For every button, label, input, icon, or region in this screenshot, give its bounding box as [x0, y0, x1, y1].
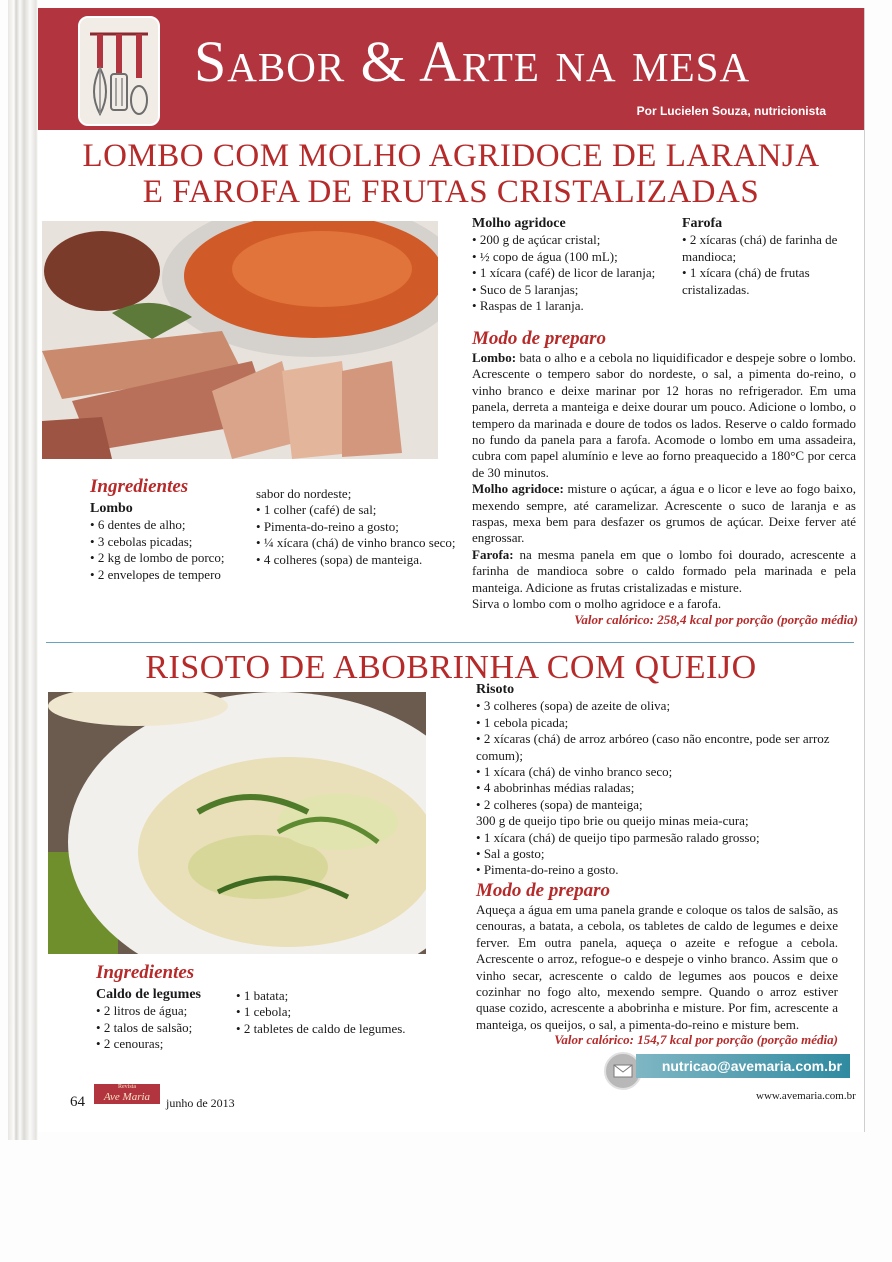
recipe2-ingredients-heading: Ingredientes	[96, 962, 195, 983]
method-farofa	[472, 547, 856, 596]
list-item: • 3 colheres (sopa) de azeite de oliva;	[476, 698, 846, 714]
recipe2-title: RISOTO DE ABOBRINHA COM QUEIJO	[145, 649, 757, 686]
method-lombo-text: bata o alho e a cebola no liquidificador e despeje sobre o lombo. Acrescente o tempero sabor do nordeste, o sal, a pimenta do-reino, o vinho branco e deixe marinar por 12 horas no refrigerador. Em uma panela, derreta a manteiga e deixe dourar um pouco. Adicione o lombo, o tempero da marinada e doure de todos os lados. Reserve o caldo formado no fundo da panela para a farofa. Acomode o lombo em uma assadeira, cubra com papel alumínio e leve ao forno preaquecido a 180°C por cerca de 30 minutos.	[472, 350, 856, 480]
caldo-heading: Caldo de legumes	[96, 987, 201, 1002]
method-lombo	[472, 350, 856, 481]
risotto-photo	[48, 692, 426, 954]
magazine-logo	[94, 1084, 160, 1104]
method-molho-text: misture o açúcar, a água e o licor e leve ao fogo baixo, mexendo sempre, até caramelizar. Acrescente o suco de laranja e as raspas, mexa bem para desfazer os grumos de açúcar. Deixe ferver até engrossar.	[472, 481, 856, 546]
recipe1-ingredients-heading: Ingredientes	[90, 476, 189, 497]
list-item: • 1 xícara (chá) de queijo tipo parmesão ralado grosso;	[476, 830, 846, 846]
serving-note: Sirva o lombo com o molho agridoce e a farofa.	[472, 596, 722, 612]
pork-loin-photo	[42, 221, 438, 459]
section-divider	[46, 642, 854, 643]
utensils-icon	[80, 18, 158, 124]
method-farofa-text: na mesma panela em que o lombo foi dourado, acrescente a farinha de mandioca sobre o caldo formado pela marinada e pela manteiga. Adicione as frutas cristalizadas e misture.	[472, 546, 856, 595]
magazine-page	[38, 8, 865, 1132]
list-item: • 1 batata;	[236, 988, 436, 1004]
method-farofa-label: Farofa:	[472, 546, 514, 562]
website[interactable]: www.avemaria.com.br	[756, 1090, 856, 1102]
method-lombo-label: Lombo:	[472, 350, 517, 365]
list-item: • 2 kg de lombo de porco;	[90, 550, 290, 566]
list-item-plain: 300 g de queijo tipo brie ou queijo minas meia-cura;	[476, 813, 749, 829]
list-item: • ¼ xícara (chá) de vinho branco seco;	[256, 535, 456, 551]
list-item: • 1 xícara (chá) de frutas cristalizadas.	[682, 265, 862, 298]
list-item: • Sal a gosto;	[476, 846, 846, 862]
list-item: • 2 litros de água;	[96, 1003, 296, 1019]
magazine-logo-name: Ave Maria	[103, 1091, 151, 1103]
list-item: • 2 cenouras;	[96, 1036, 296, 1052]
list-item: • Raspas de 1 laranja.	[472, 298, 678, 314]
recipe1-method-heading: Modo de preparo	[472, 328, 607, 349]
list-item: • 2 xícaras (chá) de arroz arbóreo (caso não encontre, pode ser arroz comum);	[476, 731, 846, 764]
list-item: • 2 tabletes de caldo de legumes.	[236, 1021, 436, 1037]
recipe1-calories: Valor calórico: 258,4 kcal por porção (porção média)	[574, 612, 858, 627]
list-item: • Suco de 5 laranjas;	[472, 282, 678, 298]
molho-heading: Molho agridoce	[472, 216, 566, 231]
list-item: • 3 cebolas picadas;	[90, 534, 290, 550]
lombo-heading: Lombo	[90, 501, 133, 516]
recipe1-title-line1: LOMBO COM MOLHO AGRIDOCE DE LARANJA	[82, 138, 820, 174]
email-bar	[636, 1054, 850, 1078]
list-item: • 2 envelopes de tempero	[90, 567, 290, 583]
utensils-logo	[78, 16, 160, 126]
list-item: • 2 xícaras (chá) de farinha de mandioca;	[682, 232, 862, 265]
method-molho	[472, 481, 856, 547]
list-item: • 2 talos de salsão;	[96, 1020, 296, 1036]
recipe2-method-heading: Modo de preparo	[476, 880, 611, 901]
contact-email[interactable]: nutricao@avemaria.com.br	[661, 1058, 842, 1074]
list-item: • 6 dentes de alho;	[90, 517, 290, 533]
list-item: • 2 colheres (sopa) de manteiga;	[476, 797, 846, 813]
list-item: • 4 colheres (sopa) de manteiga.	[256, 552, 456, 568]
list-item: • ½ copo de água (100 mL);	[472, 249, 678, 265]
method-molho-label: Molho agridoce:	[472, 481, 564, 497]
farofa-heading: Farofa	[682, 216, 723, 231]
list-item: • 1 xícara (café) de licor de laranja;	[472, 265, 678, 281]
list-item: • 1 colher (café) de sal;	[256, 502, 456, 518]
recipe2-calories: Valor calórico: 154,7 kcal por porção (porção média)	[554, 1032, 838, 1047]
header-banner	[38, 8, 864, 130]
list-item: • Pimenta-do-reino a gosto;	[256, 519, 456, 535]
recipe1-title-line2: E FAROFA DE FRUTAS CRISTALIZADAS	[142, 174, 760, 210]
author-credit: Por Lucielen Souza, nutricionista	[636, 104, 826, 118]
list-item: • 1 cebola;	[236, 1004, 436, 1020]
page-number: 64	[70, 1094, 85, 1110]
list-item: • 4 abobrinhas médias raladas;	[476, 780, 846, 796]
issue-date: junho de 2013	[166, 1096, 235, 1110]
recipe2-method-text: Aqueça a água em uma panela grande e coloque os talos de salsão, as cenouras, a batata, a cebola, os tabletes de caldo de legumes e deixe ferver. Em outra panela, aqueça o azeite e refogue a cebola. Acrescente o arroz, refogue-o e despeje o vinho branco. Assim que o vinho secar, acrescente o caldo de legumes aos poucos e deixe cozinhar no fogo alto, mexendo sempre. Quando o arroz estiver quase cozido, acrescente a abobrinha e misture. Por fim, acrescente a manteiga, os queijos, o sal, a pimenta-do-reino e misture bem.	[476, 902, 838, 1032]
list-item-continuation: sabor do nordeste;	[256, 486, 352, 501]
page-edge	[8, 0, 38, 1140]
list-item: • 1 xícara (chá) de vinho branco seco;	[476, 764, 846, 780]
magazine-logo-top: Revista	[118, 1084, 136, 1090]
list-item: • Pimenta-do-reino a gosto.	[476, 862, 846, 878]
risoto-heading: Risoto	[476, 682, 515, 697]
list-item: • 1 cebola picada;	[476, 715, 846, 731]
list-item: • 200 g de açúcar cristal;	[472, 232, 678, 248]
section-title: Sabor & Arte na mesa	[194, 29, 751, 94]
